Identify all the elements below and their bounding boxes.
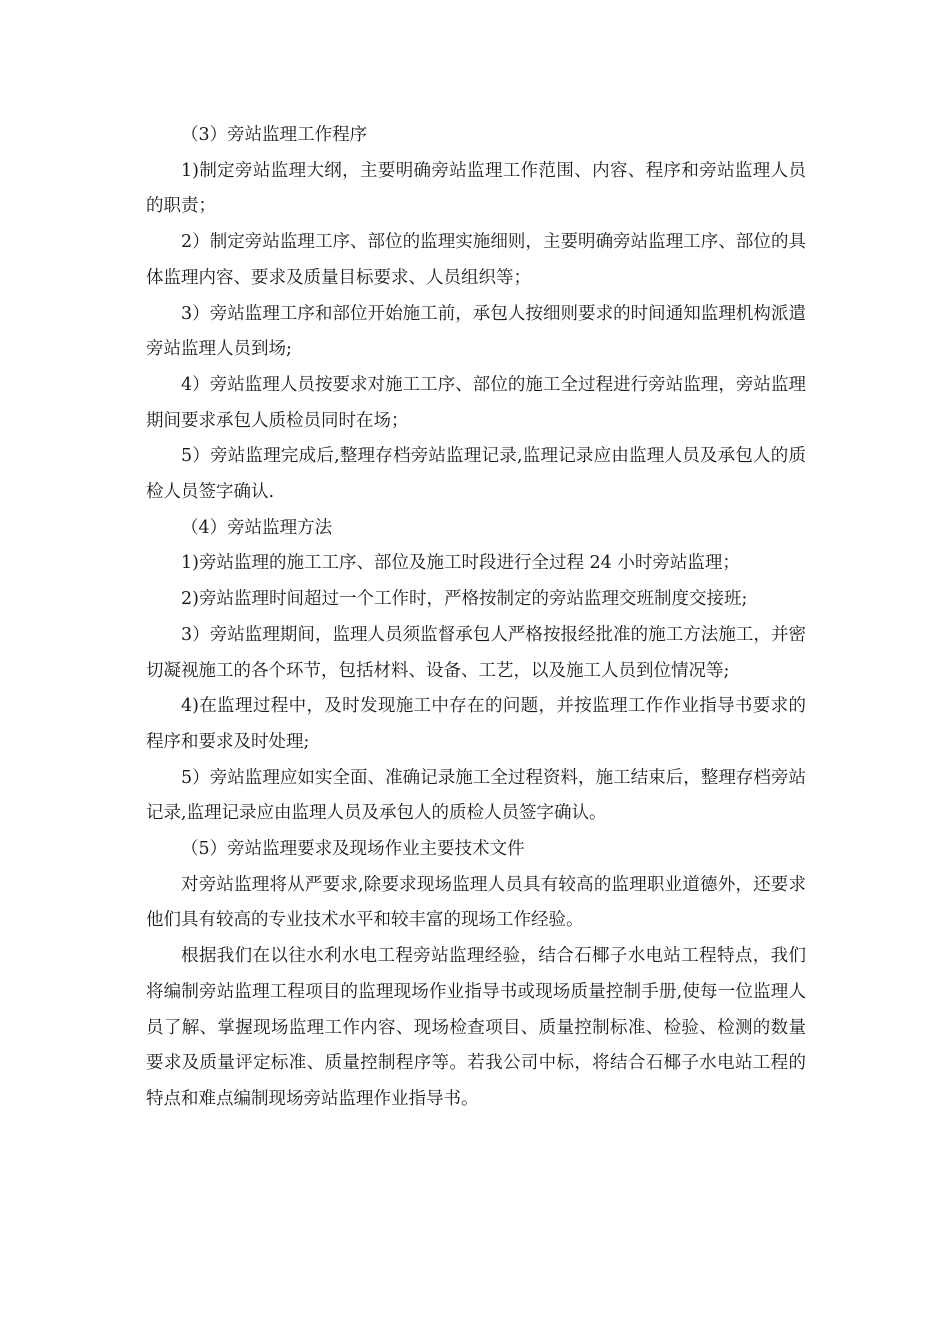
paragraph: 3）旁站监理期间，监理人员须监督承包人严格按报经批准的施工方法施工，并密切凝视施工的各个环节，包括材料、设备、工艺，以及施工人员到位情况等; [146, 624, 806, 681]
section-heading-3: （3）旁站监理工作程序 [181, 125, 368, 145]
paragraph: 对旁站监理将从严要求,除要求现场监理人员具有较高的监理职业道德外，还要求他们具有较高的专业技术水平和较丰富的现场工作经验。 [146, 874, 806, 931]
paragraph: 2）制定旁站监理工序、部位的监理实施细则，主要明确旁站监理工序、部位的具体监理内容、要求及质量目标要求、人员组织等； [146, 232, 806, 288]
section-heading-5: （5）旁站监理要求及现场作业主要技术文件 [181, 839, 525, 860]
section-heading-4: （4）旁站监理方法 [181, 517, 333, 538]
paragraph: 5）旁站监理应如实全面、准确记录施工全过程资料，施工结束后，整理存档旁站记录,监理记录应由监理人员及承包人的质检人员签字确认。 [146, 767, 806, 824]
paragraph: 4）旁站监理人员按要求对施工工序、部位的施工全过程进行旁站监理，旁站监理期间要求承包人质检员同时在场； [146, 374, 806, 431]
paragraph: 4)在监理过程中，及时发现施工中存在的问题，并按监理工作作业指导书要求的程序和要求及时处理; [146, 696, 806, 752]
document-body [146, 118, 806, 1118]
paragraph: 1)制定旁站监理大纲，主要明确旁站监理工作范围、内容、程序和旁站监理人员的职责； [146, 160, 806, 217]
paragraph: 3）旁站监理工序和部位开始施工前，承包人按细则要求的时间通知监理机构派遣旁站监理人员到场; [146, 303, 806, 360]
paragraph: 2)旁站监理时间超过一个工作时，严格按制定的旁站监理交班制度交接班; [181, 589, 748, 610]
paragraph: 根据我们在以往水利水电工程旁站监理经验，结合石椰子水电站工程特点，我们将编制旁站监理工程项目的监理现场作业指导书或现场质量控制手册,使每一位监理人员了解、掌握现场监理工作内容、现场检查项目、质量控制标准、检验、检测的数量要求及质量评定标准、质量控制程序等。若我公司中标，将结合石椰子水电站工程的特点和难点编制现场旁站监理作业指导书。 [146, 946, 806, 1109]
paragraph: 5）旁站监理完成后,整理存档旁站监理记录,监理记录应由监理人员及承包人的质检人员签字确认. [146, 446, 806, 503]
paragraph: 1)旁站监理的施工工序、部位及施工时段进行全过程 24 小时旁站监理； [181, 553, 740, 574]
